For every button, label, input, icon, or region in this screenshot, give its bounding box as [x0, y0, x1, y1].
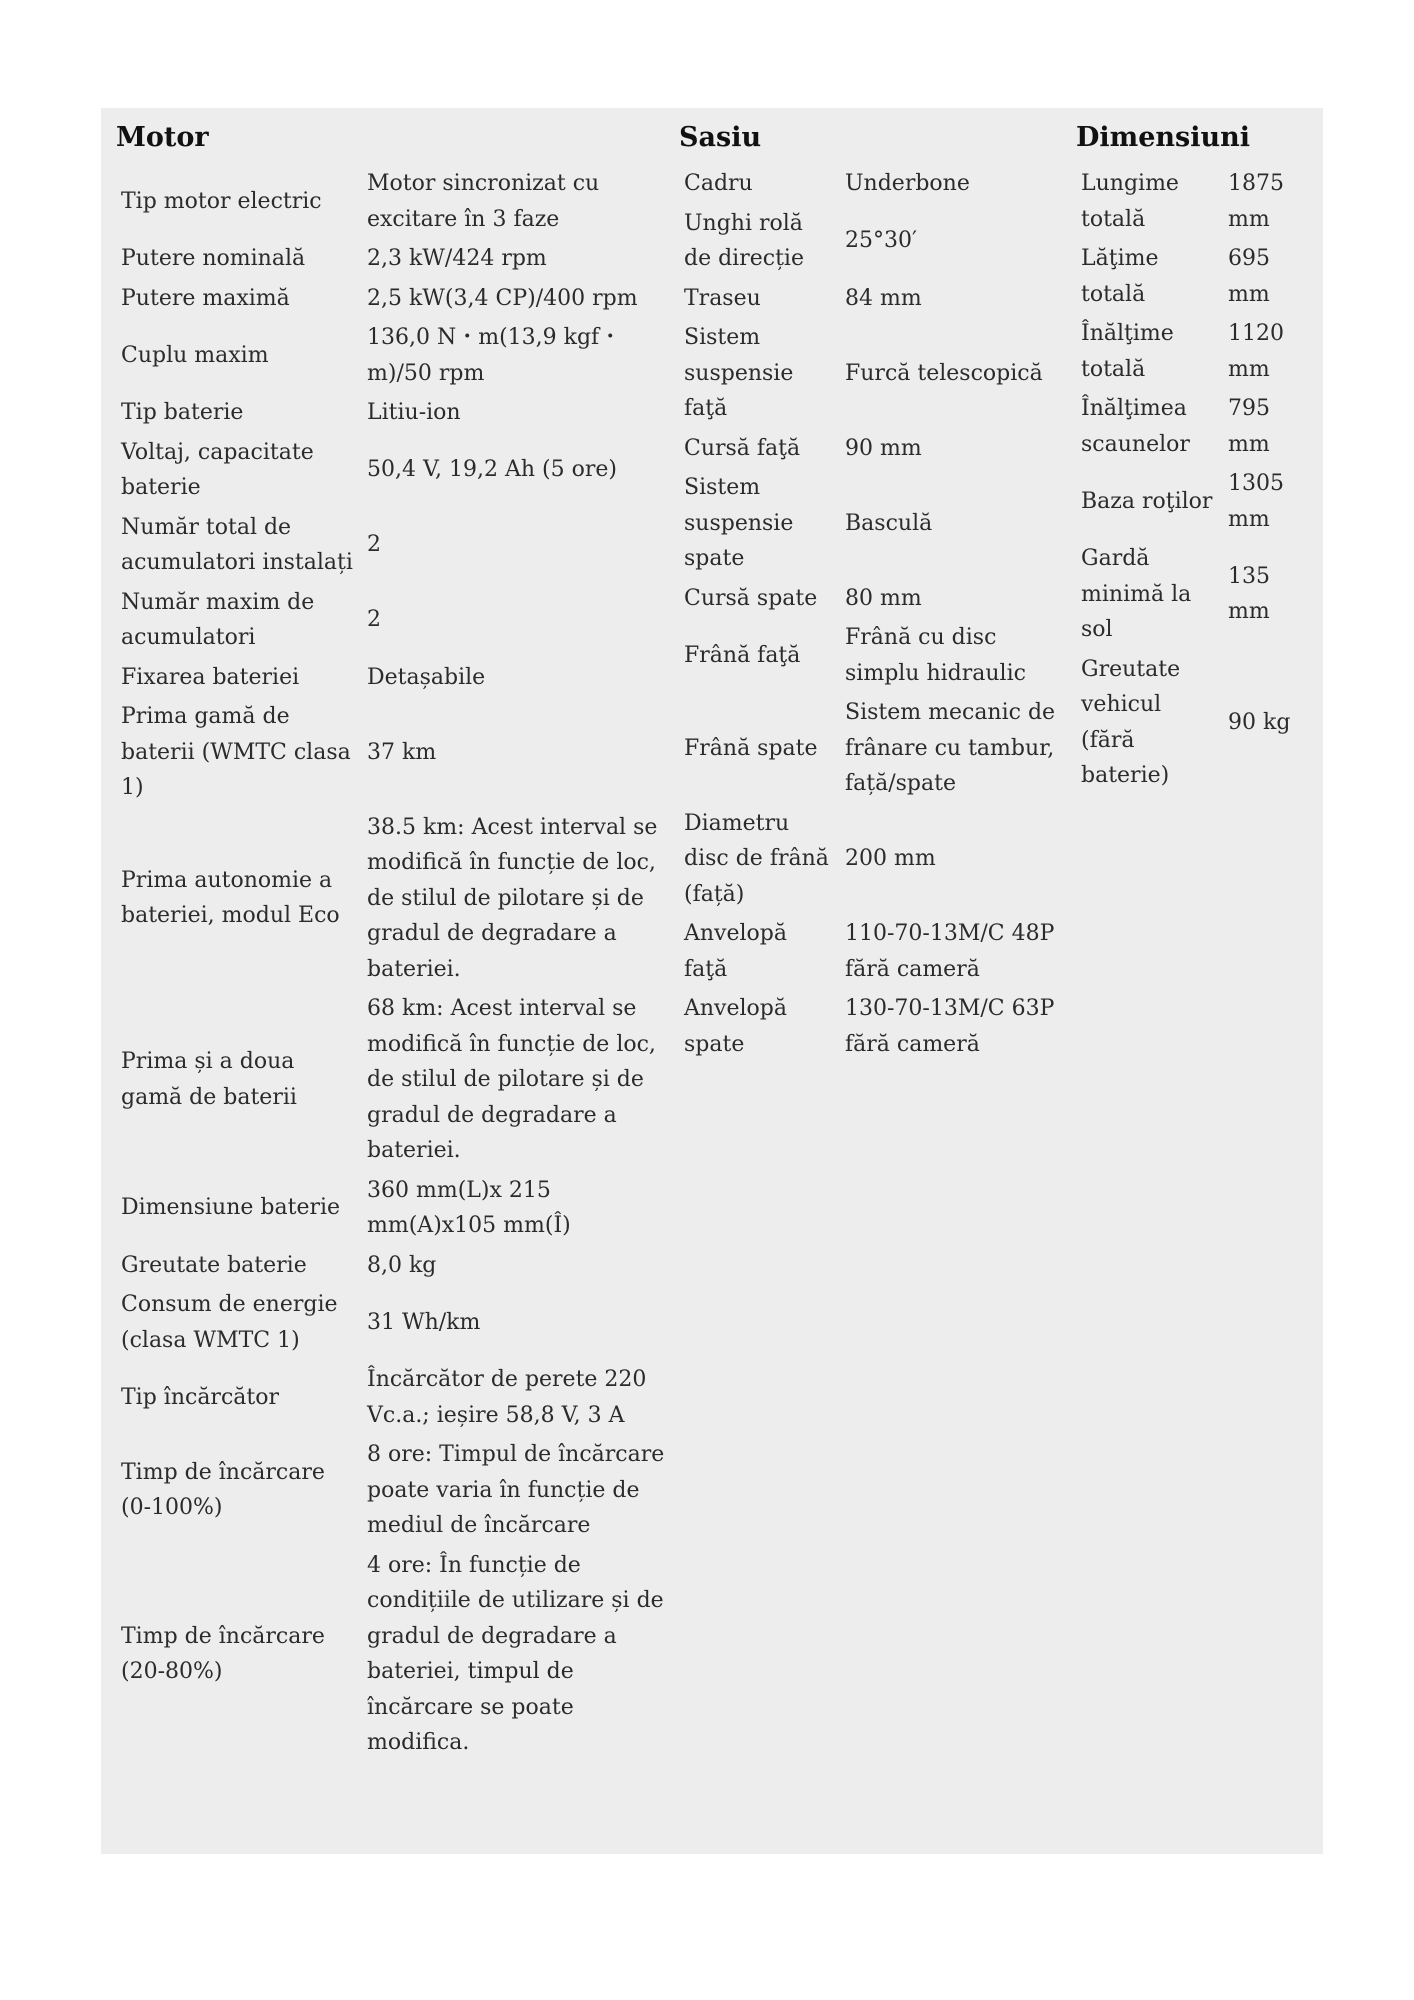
spec-label: Baza roţilor	[1081, 488, 1213, 514]
spec-label: Tip motor electric	[121, 188, 322, 214]
table-row	[1076, 164, 1316, 239]
spec-label: Gardă minimă la sol	[1081, 546, 1192, 642]
spec-label: Cursă faţă	[684, 435, 801, 461]
spec-value: 110-70-13M/C 48P fără cameră	[845, 921, 1055, 982]
spec-value: 135 mm	[1228, 563, 1270, 625]
spec-value: 84 mm	[845, 285, 922, 311]
sasiu-table	[679, 164, 1064, 1064]
spec-label: Cuplu maxim	[121, 342, 269, 368]
dimensiuni-section	[1076, 108, 1316, 796]
table-row	[1076, 239, 1316, 314]
spec-value: 2	[367, 607, 381, 633]
spec-label: Greutate baterie	[121, 1252, 307, 1278]
table-row	[116, 697, 671, 808]
spec-label: Diametru disc de frână (față)	[684, 810, 829, 907]
spec-label: Prima autonomie a bateriei, modul Eco	[121, 867, 340, 929]
table-row	[116, 1246, 671, 1286]
table-row	[679, 468, 1064, 579]
table-row	[679, 693, 1064, 804]
spec-label: Timp de încărcare (0-100%)	[121, 1459, 325, 1521]
table-row	[116, 164, 671, 239]
spec-value: Basculă	[845, 510, 933, 536]
spec-label: Voltaj, capacitate baterie	[121, 439, 314, 500]
spec-label: Lungime totală	[1081, 171, 1179, 232]
table-row	[679, 318, 1064, 429]
spec-value: 90 mm	[845, 435, 922, 461]
motor-section	[116, 108, 671, 1763]
table-row	[116, 583, 671, 658]
table-row	[116, 1171, 671, 1246]
table-row	[679, 429, 1064, 469]
spec-value: 37 km	[367, 739, 437, 765]
table-row	[679, 914, 1064, 989]
spec-label: Număr total de acumulatori instalați	[121, 514, 353, 575]
spec-value: Sistem mecanic de frânare cu tambur, față/spate	[845, 700, 1056, 796]
spec-value: 80 mm	[845, 585, 922, 611]
spec-value: 1305 mm	[1228, 471, 1284, 532]
table-row	[116, 1435, 671, 1546]
spec-value: 360 mm(L)x 215 mm(A)x105 mm(Î)	[367, 1177, 571, 1238]
spec-value: Furcă telescopică	[845, 360, 1043, 386]
spec-label: Timp de încărcare (20-80%)	[121, 1623, 325, 1684]
table-row	[116, 393, 671, 433]
spec-value: 200 mm	[845, 846, 936, 871]
table-row	[679, 618, 1064, 693]
table-row	[679, 579, 1064, 619]
spec-label: Dimensiune baterie	[121, 1195, 341, 1221]
table-row	[116, 318, 671, 393]
spec-label: Cursă spate	[684, 585, 818, 611]
spec-value: Detașabile	[367, 664, 486, 690]
spec-label: Număr maxim de acumulatori	[121, 589, 315, 650]
spec-label: Sistem suspensie faţă	[684, 325, 794, 421]
spec-value: 795 mm	[1228, 396, 1270, 457]
table-row	[679, 279, 1064, 319]
spec-label: Unghi rolă de direcție	[684, 210, 804, 271]
spec-value: 50,4 V, 19,2 Ah (5 ore)	[367, 457, 617, 483]
table-row	[116, 808, 671, 990]
dimensiuni-table	[1076, 164, 1316, 796]
spec-label: Frână spate	[684, 735, 818, 761]
spec-value: 2	[367, 532, 381, 558]
table-row	[116, 989, 671, 1171]
spec-value: Frână cu disc simplu hidraulic	[845, 625, 1026, 686]
spec-label: Fixarea bateriei	[121, 664, 300, 690]
table-row	[1076, 314, 1316, 389]
spec-label: Anvelopă spate	[684, 996, 787, 1057]
spec-value: 90 kg	[1228, 709, 1291, 735]
motor-heading: Motor	[116, 122, 209, 153]
table-row	[116, 1360, 671, 1435]
sasiu-heading: Sasiu	[679, 122, 762, 153]
spec-value: 1875 mm	[1228, 171, 1284, 232]
table-row	[679, 989, 1064, 1064]
table-row	[679, 164, 1064, 204]
spec-value: 8,0 kg	[367, 1252, 437, 1278]
table-row	[116, 433, 671, 508]
spec-value: 25°30′	[845, 228, 917, 254]
spec-value: Underbone	[845, 171, 970, 196]
spec-value: 4 ore: În funcție de condițiile de utilizare și de gradul de degradare a bateriei, timpul de încărcare se poate modifica.	[367, 1552, 664, 1755]
spec-value: 695 mm	[1228, 246, 1270, 307]
table-row	[679, 804, 1064, 915]
table-row	[1076, 389, 1316, 464]
spec-value: 38.5 km: Acest interval se modifică în funcție de loc, de stilul de pilotare și de gradul de degradare a bateriei.	[367, 814, 658, 982]
spec-label: Cadru	[684, 171, 753, 196]
spec-value: 1120 mm	[1228, 321, 1284, 382]
dimensiuni-heading: Dimensiuni	[1076, 122, 1251, 153]
spec-label: Tip încărcător	[121, 1384, 279, 1410]
spec-value: 68 km: Acest interval se modifică în funcție de loc, de stilul de pilotare și de gradul de degradare a bateriei.	[367, 996, 656, 1163]
spec-label: Traseu	[684, 285, 761, 311]
table-row	[116, 658, 671, 698]
spec-value: 2,3 kW/424 rpm	[367, 246, 547, 271]
spec-value: Motor sincronizat cu excitare în 3 faze	[367, 171, 600, 232]
table-row	[116, 1546, 671, 1763]
spec-value: Încărcător de perete 220 Vc.a.; ieșire 58,8 V, 3 A	[367, 1367, 647, 1428]
table-row	[1076, 464, 1316, 539]
table-row	[116, 508, 671, 583]
spec-label: Consum de energie (clasa WMTC 1)	[121, 1292, 338, 1353]
spec-value: 2,5 kW(3,4 CP)/400 rpm	[367, 285, 638, 311]
motor-table	[116, 164, 671, 1763]
spec-label: Tip baterie	[121, 400, 244, 425]
table-row	[116, 279, 671, 319]
table-row	[116, 1285, 671, 1360]
spec-value: 136,0 N・m(13,9 kgf・m)/50 rpm	[367, 325, 622, 386]
spec-label: Frână faţă	[684, 642, 801, 668]
spec-label: Anvelopă faţă	[684, 921, 787, 982]
spec-label: Prima gamă de baterii (WMTC clasa 1)	[121, 704, 351, 800]
spec-label: Putere maximă	[121, 285, 290, 311]
spec-label: Lăţime totală	[1081, 246, 1159, 307]
table-row	[1076, 539, 1316, 650]
spec-label: Înălţime totală	[1081, 321, 1174, 382]
spec-label: Prima și a doua gamă de baterii	[121, 1049, 297, 1110]
spec-value: 130-70-13M/C 63P fără cameră	[845, 996, 1055, 1057]
table-row	[679, 204, 1064, 279]
spec-value: Litiu-ion	[367, 400, 461, 425]
table-row	[1076, 650, 1316, 796]
spec-value: 31 Wh/km	[367, 1309, 481, 1335]
spec-label: Putere nominală	[121, 246, 306, 271]
spec-label: Înălţimea scaunelor	[1081, 396, 1190, 457]
spec-value: 8 ore: Timpul de încărcare poate varia în funcție de mediul de încărcare	[367, 1442, 665, 1538]
spec-label: Greutate vehicul (fără baterie)	[1081, 656, 1181, 788]
table-row	[116, 239, 671, 279]
specs-panel	[101, 108, 1323, 1854]
sasiu-section	[679, 108, 1064, 1064]
spec-label: Sistem suspensie spate	[684, 475, 794, 571]
